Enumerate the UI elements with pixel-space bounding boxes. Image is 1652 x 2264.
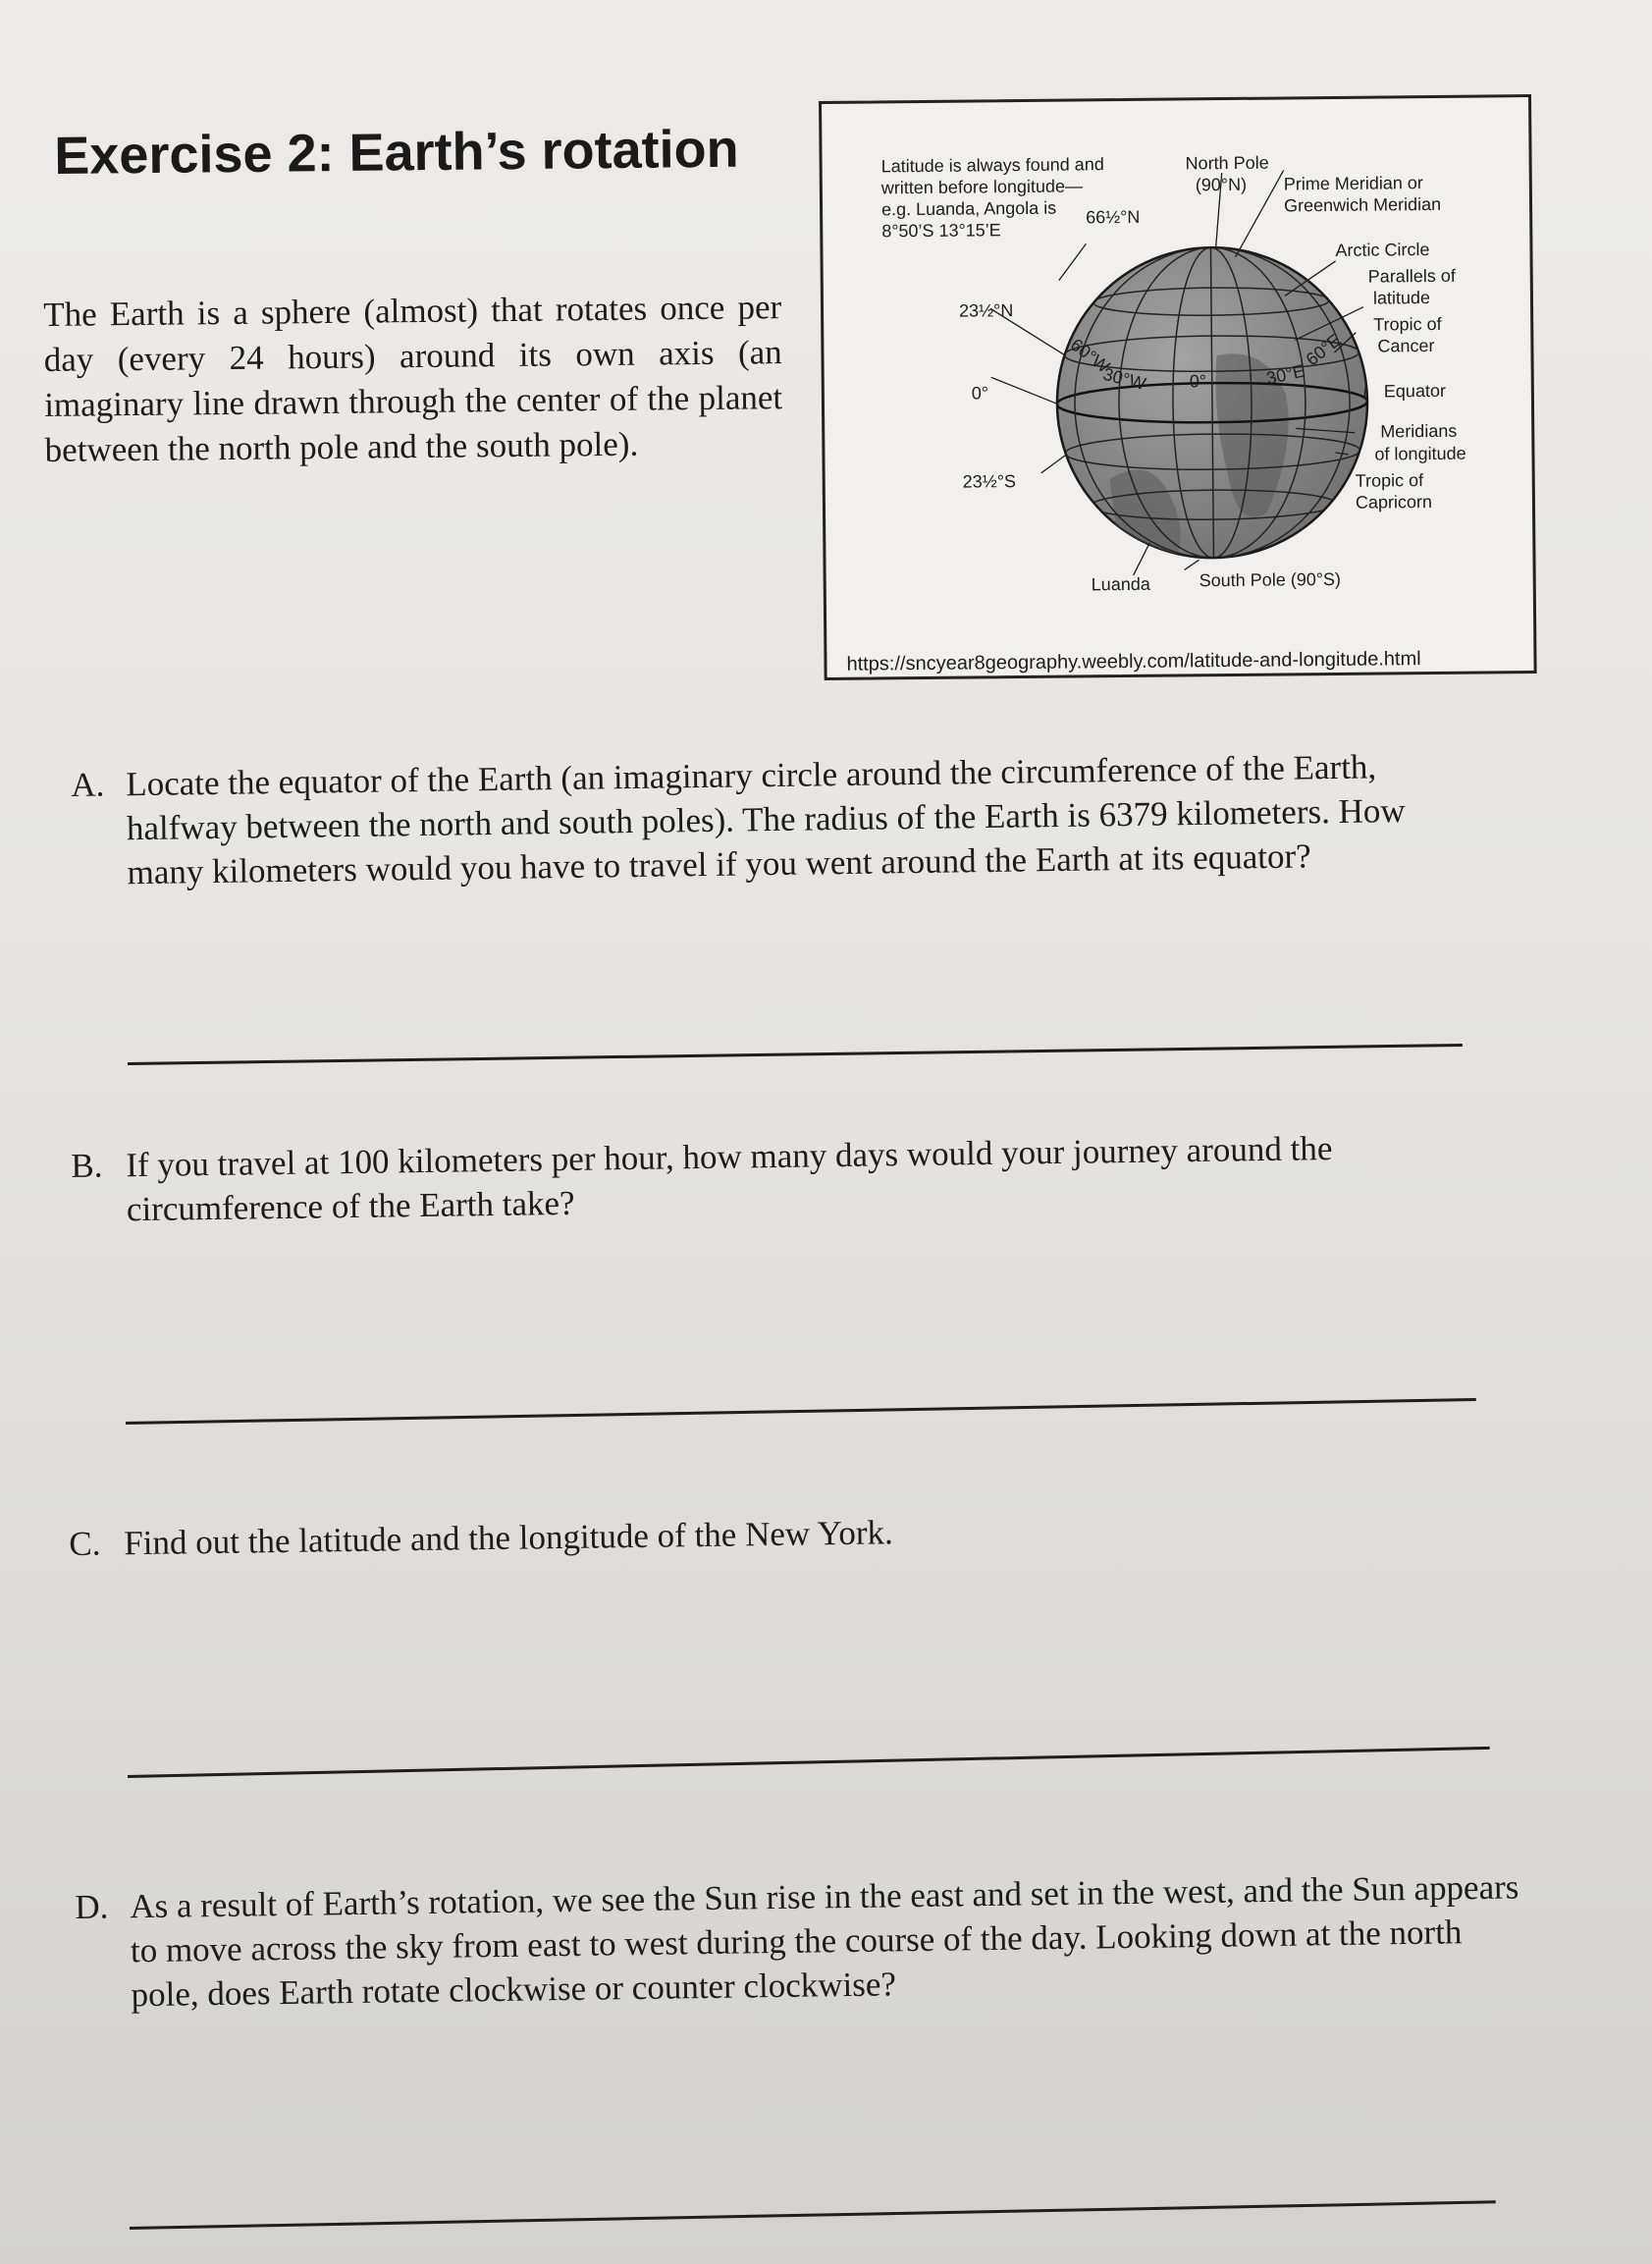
arctic-latitude-label: 66½°N [1086, 206, 1141, 228]
globe-figure [819, 94, 1537, 680]
longitude-60w-label: 60°W [1066, 334, 1114, 377]
latitude-note-line-2: written before longitude— [880, 176, 1084, 198]
latitude-23s-label: 23½°S [962, 471, 1017, 492]
page-title: Exercise 2: Earth’s rotation [54, 119, 739, 186]
figure-source-url: https://sncyear8geography.weebly.com/latitude-and-longitude.html [846, 648, 1421, 675]
question-a [71, 743, 1486, 895]
question-a-text: Locate the equator of the Earth (an imaginary circle around the circumference of the Earth, halfway between the north and south poles). The radius of the Earth is 6379 kilometers. How many kilometers would you have to travel if you went around the Earth at its equator? [126, 747, 1406, 892]
prime-meridian-label: Prime Meridian or [1283, 173, 1423, 194]
answer-line-a[interactable] [128, 1044, 1463, 1065]
question-b-text: If you travel at 100 kilometers per hour, how many days would your journey around the circumference of the Earth take? [126, 1129, 1333, 1229]
longitude-30w-label: 30°W [1100, 363, 1148, 395]
north-pole-label: North Pole [1185, 152, 1269, 174]
answer-line-b[interactable] [126, 1398, 1476, 1425]
longitude-0-label: 0° [1189, 371, 1207, 392]
luanda-label: Luanda [1091, 573, 1150, 595]
question-c [69, 1502, 1443, 1566]
south-pole-label: South Pole (90°S) [1199, 568, 1342, 591]
meridians-of-longitude-label: of longitude [1374, 443, 1466, 464]
latitude-note-line-3: e.g. Luanda, Angola is [880, 197, 1057, 220]
north-pole-degree-label: (90°N) [1195, 174, 1248, 195]
latitude-note-line-4: 8°50’S 13°15’E [881, 220, 1001, 242]
answer-line-d[interactable] [130, 2200, 1496, 2230]
greenwich-meridian-label: Greenwich Meridian [1283, 193, 1442, 216]
longitude-60e-label: 60°E [1302, 330, 1345, 370]
parallels-label: Parallels of [1367, 265, 1456, 287]
intro-paragraph: The Earth is a sphere (almost) that rotates once per day (every 24 hours) around its own axis (an imaginary line drawn through the center of the planet between the north pole and the south pole). [43, 288, 783, 469]
tropic-of-cancer-label-1: Tropic of [1373, 313, 1442, 335]
equator-label: Equator [1383, 380, 1447, 402]
question-c-letter: C. [69, 1524, 101, 1563]
meridians-label: Meridians [1380, 420, 1458, 442]
latitude-23n-label: 23½°N [958, 300, 1014, 321]
question-a-letter: A. [71, 765, 105, 804]
latitude-label: latitude [1372, 288, 1431, 308]
tropic-of-capricorn-label-2: Capricorn [1355, 492, 1433, 512]
globe-diagram [822, 97, 1540, 683]
tropic-of-capricorn-label-1: Tropic of [1355, 470, 1424, 491]
answer-line-c[interactable] [128, 1747, 1490, 1778]
question-b-letter: B. [71, 1146, 103, 1185]
question-b [71, 1124, 1505, 1232]
question-c-text: Find out the latitude and the longitude of the New York. [124, 1513, 894, 1563]
question-d-letter: D. [75, 1887, 109, 1926]
latitude-note-line-1: Latitude is always found and [880, 154, 1104, 177]
longitude-30e-label: 30°E [1264, 360, 1306, 389]
question-d [75, 1864, 1539, 2018]
tropic-of-cancer-label-2: Cancer [1377, 335, 1435, 356]
latitude-0-label: 0° [971, 383, 989, 404]
question-d-text: As a result of Earth’s rotation, we see the Sun rise in the east and set in the west, and the Sun appears to move across the sky from east to west during the course of the day. Looking down at the north pole, does Earth rotate clockwise or counter clockwise? [130, 1867, 1519, 2015]
arctic-circle-label: Arctic Circle [1335, 240, 1430, 260]
